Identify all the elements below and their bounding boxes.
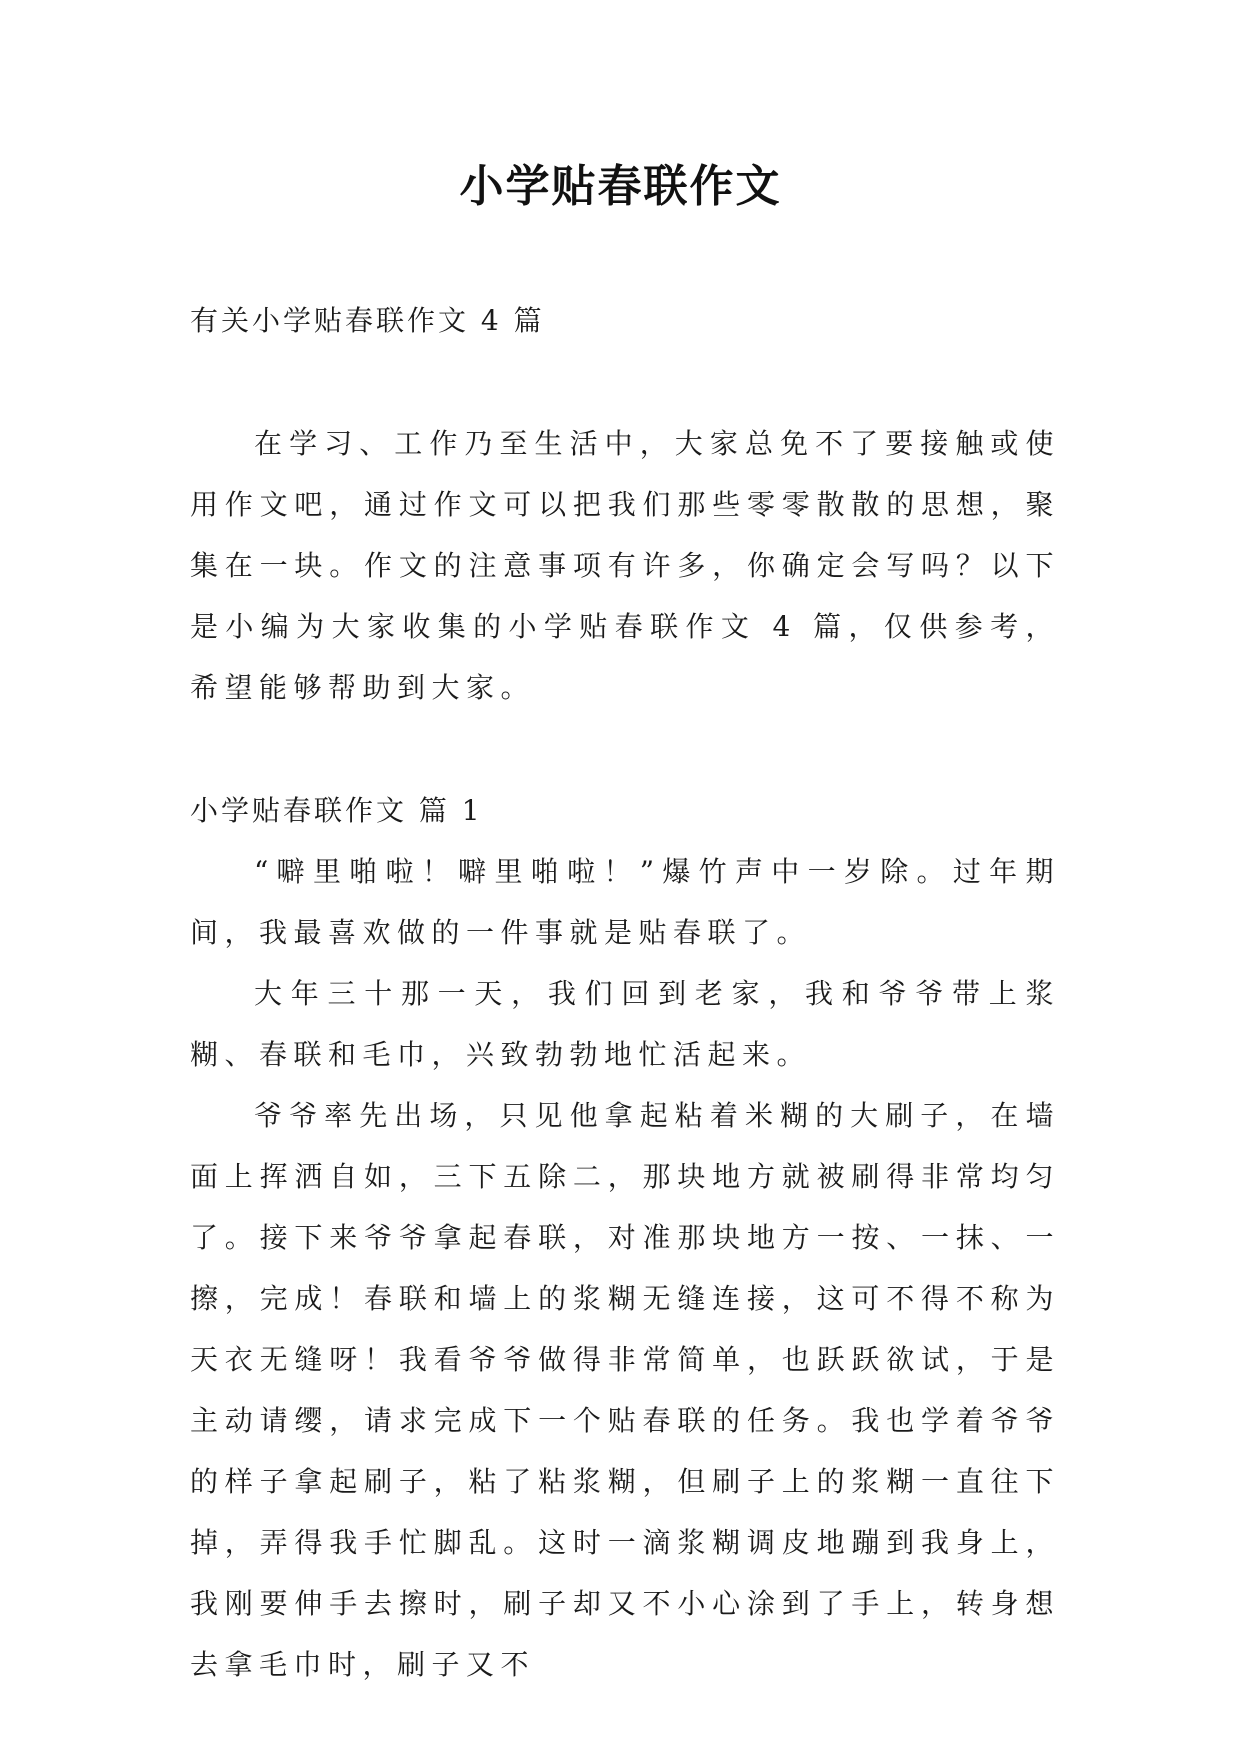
body-paragraph: “噼里啪啦！噼里啪啦！”爆竹声中一岁除。过年期间，我最喜欢做的一件事就是贴春联了。 bbox=[190, 855, 1060, 949]
body-paragraph: 大年三十那一天，我们回到老家，我和爷爷带上浆糊、春联和毛巾，兴致勃勃地忙活起来。 bbox=[190, 977, 1060, 1071]
document-title: 小学贴春联作文 bbox=[459, 161, 782, 212]
document-body bbox=[190, 290, 1060, 1695]
intro-paragraph: 在学习、工作乃至生活中，大家总免不了要接触或使用作文吧，通过作文可以把我们那些零零散散的思想，聚集在一块。作文的注意事项有许多，你确定会写吗？以下是小编为大家收集的小学贴春联作文 4 篇，仅供参考，希望能够帮助到大家。 bbox=[190, 427, 1060, 704]
body-paragraph: 爷爷率先出场，只见他拿起粘着米糊的大刷子，在墙面上挥洒自如，三下五除二，那块地方就被刷得非常均匀了。接下来爷爷拿起春联，对准那块地方一按、一抹、一擦，完成！春联和墙上的浆糊无缝连接，这可不得不称为天衣无缝呀！我看爷爷做得非常简单，也跃跃欲试，于是主动请缨，请求完成下一个贴春联的任务。我也学着爷爷的样子拿起刷子，粘了粘浆糊，但刷子上的浆糊一直往下掉，弄得我手忙脚乱。这时一滴浆糊调皮地蹦到我身上，我刚要伸手去擦时，刷子却又不小心涂到了手上，转身想去拿毛巾时，刷子又不 bbox=[190, 1099, 1060, 1681]
section-heading: 小学贴春联作文 篇 1 bbox=[190, 794, 483, 827]
document-subtitle: 有关小学贴春联作文 4 篇 bbox=[190, 304, 545, 337]
